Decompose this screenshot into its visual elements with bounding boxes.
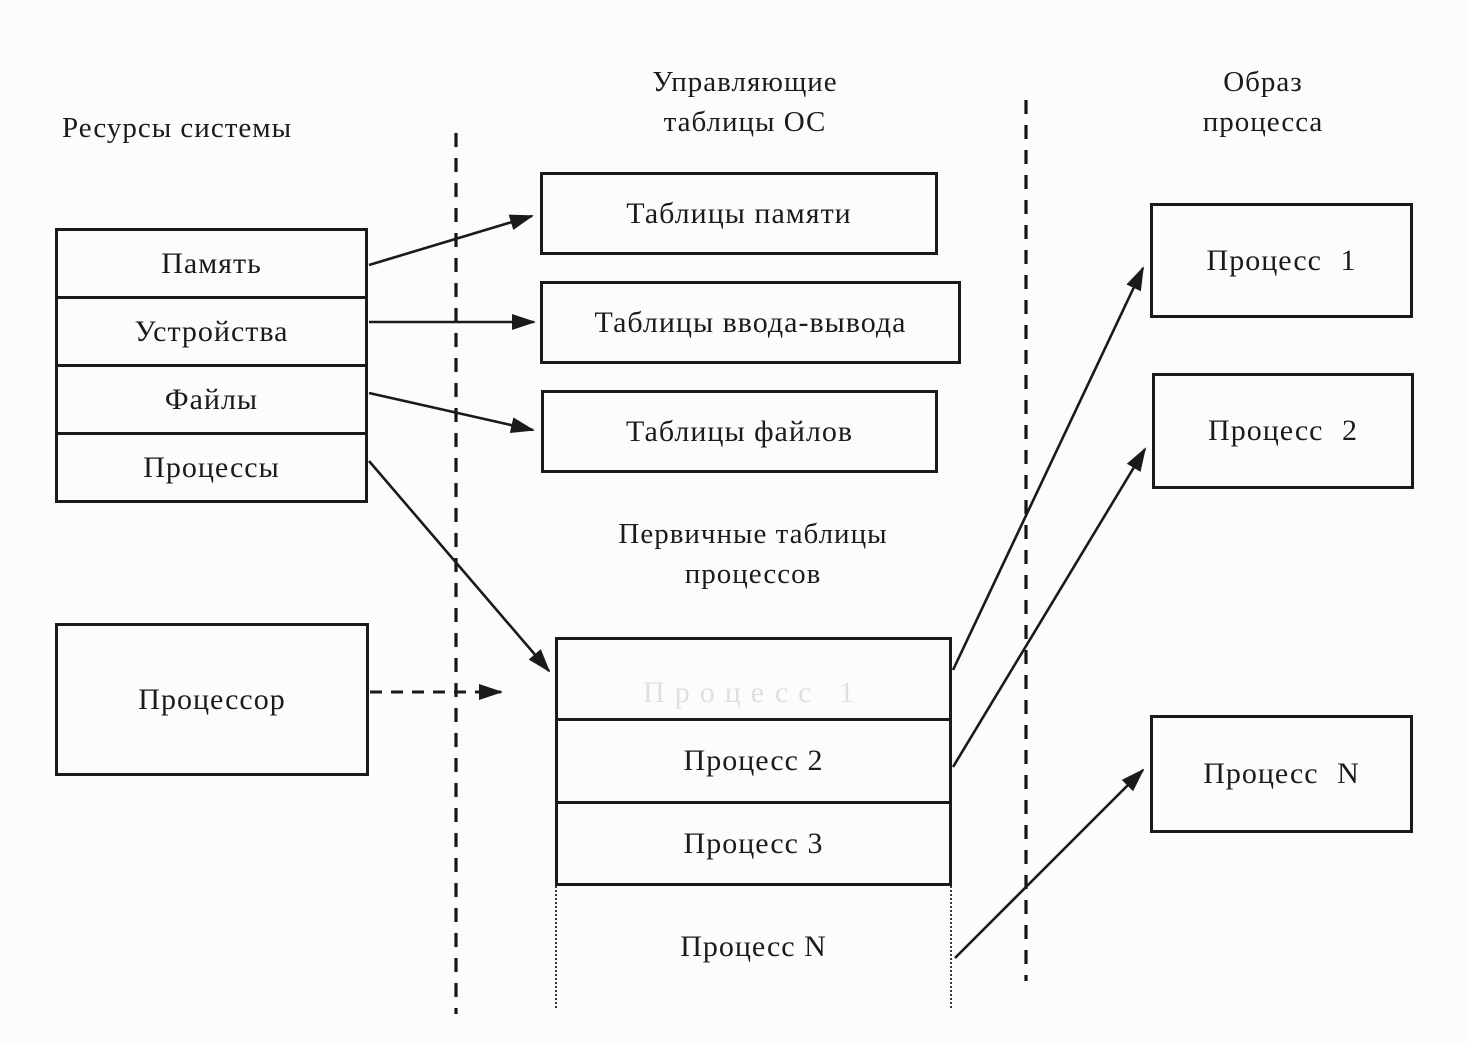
arrow-row2-to-process-image-2 bbox=[953, 449, 1145, 767]
system-resources-label: Ресурсы системы bbox=[62, 112, 293, 144]
arrow-row1-to-process-image-1 bbox=[953, 268, 1143, 670]
resource-row-devices: Устройства bbox=[58, 299, 365, 367]
os-control-tables-label bbox=[575, 62, 915, 142]
process-table-row-3 bbox=[555, 801, 952, 886]
process-table-row-1 bbox=[555, 637, 952, 721]
process-image-n-box: Процесс N bbox=[1150, 715, 1413, 833]
os-control-tables-label-line1: Управляющие bbox=[652, 66, 838, 98]
arrow-files-to-file-tables bbox=[369, 393, 533, 430]
process-table-row-1-label: Процесс 1 bbox=[643, 676, 864, 709]
arrow-rown-to-process-image-n bbox=[955, 770, 1143, 958]
process-image-2-box: Процесс 2 bbox=[1152, 373, 1414, 489]
resource-row-files: Файлы bbox=[58, 367, 365, 435]
process-image-1-box: Процесс 1 bbox=[1150, 203, 1413, 318]
memory-tables-box: Таблицы памяти bbox=[540, 172, 938, 255]
process-image-label-line1: Образ bbox=[1223, 66, 1303, 98]
arrow-processes-to-process-table bbox=[369, 461, 549, 671]
resource-row-memory: Память bbox=[58, 231, 365, 299]
resource-stack bbox=[55, 228, 368, 503]
process-table-row-n-label: Процесс N bbox=[680, 930, 827, 963]
process-table-row-3-label: Процесс 3 bbox=[683, 826, 824, 860]
io-tables-box: Таблицы ввода-вывода bbox=[540, 281, 961, 364]
processor-box: Процессор bbox=[55, 623, 369, 776]
process-image-label bbox=[1128, 62, 1398, 142]
os-control-tables-label-line2: таблицы ОС bbox=[663, 106, 827, 138]
arrow-memory-to-memory-tables bbox=[369, 216, 532, 265]
file-tables-box: Таблицы файлов bbox=[541, 390, 938, 473]
primary-process-tables-label-line2: процессов bbox=[684, 558, 822, 590]
process-table-row-n bbox=[555, 886, 952, 1008]
process-table-row-2 bbox=[555, 718, 952, 804]
primary-process-tables-label bbox=[555, 514, 951, 594]
process-image-label-line2: процесса bbox=[1202, 106, 1324, 138]
process-table-row-2-label: Процесс 2 bbox=[683, 744, 824, 777]
primary-process-tables-label-line1: Первичные таблицы bbox=[618, 518, 888, 550]
resource-row-processes: Процессы bbox=[143, 450, 280, 484]
